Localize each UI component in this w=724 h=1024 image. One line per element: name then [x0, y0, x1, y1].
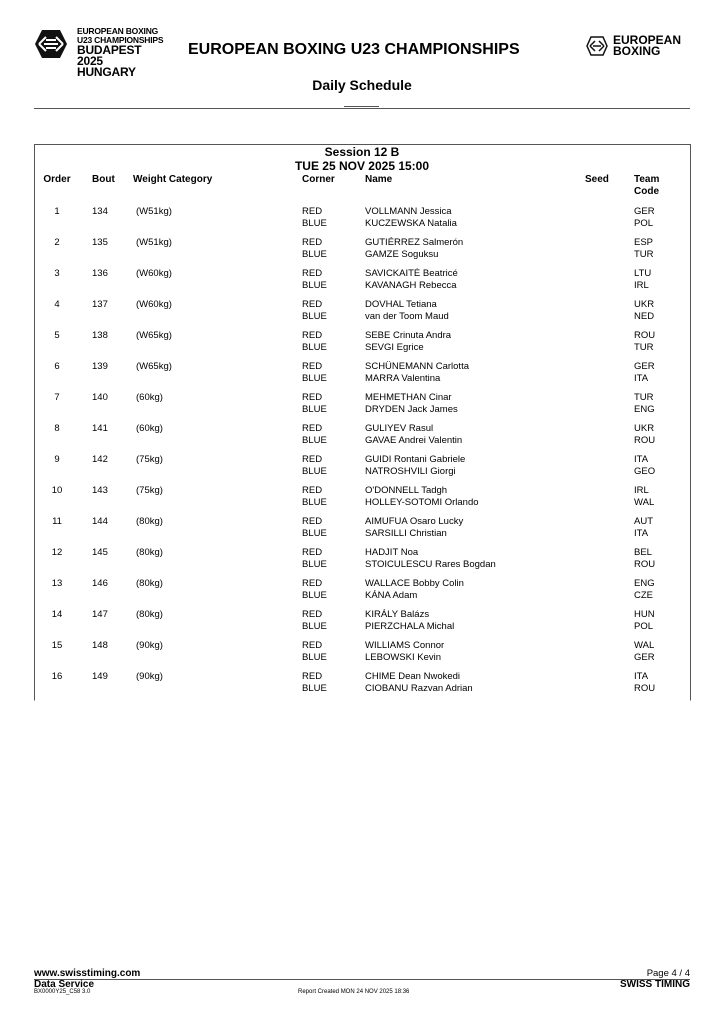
col-header-corner: Corner	[302, 174, 335, 185]
red-corner-label: RED	[302, 578, 323, 589]
bout-order: 1	[54, 206, 60, 217]
red-corner-label: RED	[302, 268, 323, 279]
bout-order: 2	[54, 237, 60, 248]
blue-team-code: GEO	[634, 466, 656, 477]
red-team-code: UKR	[634, 423, 655, 434]
col-header-bout: Bout	[92, 174, 115, 185]
red-corner-label: RED	[302, 237, 323, 248]
blue-corner-label: BLUE	[302, 311, 327, 322]
bout-row	[0, 237, 724, 265]
blue-corner-label: BLUE	[302, 621, 327, 632]
logo-line-2: U23 CHAMPIONSHIPS	[77, 35, 164, 45]
session-name: Session 12 B	[324, 145, 400, 159]
blue-team-code: TUR	[634, 342, 654, 353]
red-corner-label: RED	[302, 206, 323, 217]
footer-doc-code: BX0000Y25_C58 3.0	[34, 989, 91, 995]
blue-corner-label: BLUE	[302, 683, 327, 694]
blue-corner-label: BLUE	[302, 249, 327, 260]
blue-boxer-name: STOICULESCU Rares Bogdan	[365, 559, 496, 570]
red-corner-label: RED	[302, 609, 323, 620]
blue-corner-label: BLUE	[302, 404, 327, 415]
blue-corner-label: BLUE	[302, 342, 327, 353]
championship-logo	[34, 26, 169, 79]
weight-category: (80kg)	[136, 609, 163, 620]
blue-boxer-name: KUCZEWSKA Natalia	[365, 218, 457, 229]
red-boxer-name: WILLIAMS Connor	[365, 640, 445, 651]
red-team-code: ENG	[634, 578, 655, 589]
bout-number: 137	[92, 299, 108, 310]
bout-number: 144	[92, 516, 108, 527]
blue-boxer-name: SEVGI Egrice	[365, 342, 424, 353]
bout-row	[0, 609, 724, 637]
red-boxer-name: CHIME Dean Nwokedi	[365, 671, 461, 682]
page-title: EUROPEAN BOXING U23 CHAMPIONSHIPS	[188, 41, 520, 58]
bout-row	[0, 330, 724, 358]
blue-corner-label: BLUE	[302, 652, 327, 663]
weight-category: (W60kg)	[136, 268, 172, 279]
weight-category: (W51kg)	[136, 237, 172, 248]
blue-boxer-name: SARSILLI Christian	[365, 528, 447, 539]
blue-boxer-name: NATROSHVILI Giorgi	[365, 466, 456, 477]
blue-boxer-name: DRYDEN Jack James	[365, 404, 458, 415]
red-boxer-name: MEHMETHAN Cinar	[365, 392, 452, 403]
footer-page-number: Page 4 / 4	[646, 968, 690, 979]
weight-category: (60kg)	[136, 392, 163, 403]
footer-brand: SWISS TIMING	[620, 979, 690, 990]
red-team-code: ITA	[634, 671, 649, 682]
blue-team-code: POL	[634, 621, 654, 632]
blue-boxer-name: KAVANAGH Rebecca	[365, 280, 457, 291]
bout-row	[0, 640, 724, 668]
bout-number: 138	[92, 330, 108, 341]
blue-team-code: GER	[634, 652, 655, 663]
weight-category: (W51kg)	[136, 206, 172, 217]
blue-team-code: IRL	[634, 280, 649, 291]
blue-corner-label: BLUE	[302, 590, 327, 601]
bout-row	[0, 547, 724, 575]
header-divider	[34, 108, 690, 109]
red-team-code: IRL	[634, 485, 649, 496]
red-boxer-name: GULIYEV Rasul	[365, 423, 434, 434]
weight-category: (W60kg)	[136, 299, 172, 310]
red-boxer-name: GUTIÉRREZ Salmerón	[365, 237, 464, 248]
bout-number: 147	[92, 609, 108, 620]
col-header-weight: Weight Category	[133, 174, 213, 185]
boxing-hexagon-icon	[34, 29, 68, 59]
blue-team-code: CZE	[634, 590, 653, 601]
red-team-code: ITA	[634, 454, 649, 465]
red-boxer-name: AIMUFUA Osaro Lucky	[365, 516, 464, 527]
weight-category: (90kg)	[136, 671, 163, 682]
blue-team-code: POL	[634, 218, 654, 229]
bout-row	[0, 454, 724, 482]
blue-corner-label: BLUE	[302, 528, 327, 539]
red-boxer-name: HADJIT Noa	[365, 547, 419, 558]
blue-team-code: ROU	[634, 435, 656, 446]
bout-number: 136	[92, 268, 108, 279]
col-header-name: Name	[365, 174, 393, 185]
bout-row	[0, 206, 724, 234]
bout-number: 135	[92, 237, 108, 248]
footer-report-created: Report Created MON 24 NOV 2025 18:36	[298, 989, 410, 995]
blue-team-code: NED	[634, 311, 655, 322]
bout-order: 3	[54, 268, 60, 279]
bout-row	[0, 578, 724, 606]
blue-corner-label: BLUE	[302, 280, 327, 291]
blue-corner-label: BLUE	[302, 559, 327, 570]
red-boxer-name: GUIDI Rontani Gabriele	[365, 454, 466, 465]
session-datetime: TUE 25 NOV 2025 15:00	[294, 159, 430, 173]
blue-boxer-name: CIOBANU Razvan Adrian	[365, 683, 473, 694]
blue-boxer-name: LEBOWSKI Kevin	[365, 652, 442, 663]
footer-divider	[34, 979, 690, 980]
red-corner-label: RED	[302, 299, 323, 310]
blue-team-code: ITA	[634, 528, 649, 539]
red-team-code: BEL	[634, 547, 652, 558]
red-team-code: ESP	[634, 237, 654, 248]
blue-boxer-name: MARRA Valentina	[365, 373, 441, 384]
red-corner-label: RED	[302, 361, 323, 372]
blue-corner-label: BLUE	[302, 466, 327, 477]
bout-number: 140	[92, 392, 108, 403]
bout-number: 134	[92, 206, 108, 217]
red-corner-label: RED	[302, 423, 323, 434]
red-team-code: GER	[634, 361, 655, 372]
red-corner-label: RED	[302, 640, 323, 651]
blue-team-code: ITA	[634, 373, 649, 384]
bout-order: 9	[54, 454, 60, 465]
blue-corner-label: BLUE	[302, 373, 327, 384]
bout-order: 14	[51, 609, 63, 620]
red-team-code: GER	[634, 206, 655, 217]
bout-row	[0, 516, 724, 544]
blue-team-code: TUR	[634, 249, 654, 260]
page-subtitle: Daily Schedule	[312, 77, 412, 93]
red-boxer-name: SAVICKAITĖ Beatricé	[365, 268, 458, 279]
red-corner-label: RED	[302, 330, 323, 341]
footer-data-service: Data Service	[34, 979, 95, 990]
bout-row	[0, 299, 724, 327]
logo-line-4: HUNGARY	[77, 65, 136, 79]
blue-boxer-name: KÁNA Adam	[365, 590, 418, 601]
col-header-team-line2: Code	[634, 186, 659, 197]
blue-team-code: WAL	[634, 497, 655, 508]
bout-number: 148	[92, 640, 108, 651]
blue-corner-label: BLUE	[302, 497, 327, 508]
red-boxer-name: WALLACE Bobby Colin	[365, 578, 464, 589]
blue-corner-label: BLUE	[302, 435, 327, 446]
red-team-code: LTU	[634, 268, 652, 279]
red-team-code: AUT	[634, 516, 653, 527]
red-team-code: UKR	[634, 299, 655, 310]
red-boxer-name: O'DONNELL Tadgh	[365, 485, 448, 496]
red-corner-label: RED	[302, 392, 323, 403]
bout-order: 16	[51, 671, 63, 682]
blue-team-code: ROU	[634, 683, 656, 694]
col-header-team	[634, 174, 659, 198]
bout-order: 15	[51, 640, 63, 651]
blue-boxer-name: GAMZE Soguksu	[365, 249, 439, 260]
weight-category: (90kg)	[136, 640, 163, 651]
boxing-hexagon-icon	[586, 36, 608, 56]
bout-number: 143	[92, 485, 108, 496]
bout-order: 6	[54, 361, 60, 372]
bout-number: 145	[92, 547, 108, 558]
blue-boxer-name: PIERZCHALA Michal	[365, 621, 455, 632]
bout-number: 142	[92, 454, 108, 465]
bout-row	[0, 671, 724, 699]
logo-line-3: BUDAPEST 2025	[77, 43, 142, 68]
weight-category: (W65kg)	[136, 361, 172, 372]
bout-row	[0, 392, 724, 420]
right-logo-line-2: BOXING	[613, 44, 661, 58]
red-team-code: WAL	[634, 640, 655, 651]
european-boxing-logo	[586, 35, 696, 59]
blue-team-code: ENG	[634, 404, 655, 415]
blue-team-code: ROU	[634, 559, 656, 570]
red-corner-label: RED	[302, 671, 323, 682]
red-boxer-name: SEBE Crinuta Andra	[365, 330, 452, 341]
right-logo-line-1: EUROPEAN	[613, 33, 682, 47]
red-team-code: TUR	[634, 392, 654, 403]
bout-order: 13	[51, 578, 63, 589]
bout-order: 11	[52, 516, 62, 527]
bout-row	[0, 268, 724, 296]
red-boxer-name: SCHÜNEMANN Carlotta	[365, 361, 469, 372]
weight-category: (75kg)	[136, 454, 163, 465]
bout-row	[0, 361, 724, 389]
weight-category: (60kg)	[136, 423, 163, 434]
red-corner-label: RED	[302, 454, 323, 465]
bout-order: 12	[51, 547, 63, 558]
weight-category: (80kg)	[136, 516, 163, 527]
weight-category: (75kg)	[136, 485, 163, 496]
red-boxer-name: VOLLMANN Jessica	[365, 206, 452, 217]
bout-order: 8	[54, 423, 60, 434]
weight-category: (80kg)	[136, 578, 163, 589]
bout-row	[0, 423, 724, 451]
red-team-code: HUN	[634, 609, 655, 620]
blue-corner-label: BLUE	[302, 218, 327, 229]
red-boxer-name: KIRÁLY Balázs	[365, 609, 430, 620]
blue-boxer-name: GAVAE Andrei Valentin	[365, 435, 463, 446]
bout-number: 139	[92, 361, 108, 372]
footer-url: www.swisstiming.com	[34, 968, 141, 979]
header-divider-mark	[344, 106, 379, 107]
bout-order: 4	[54, 299, 60, 310]
red-corner-label: RED	[302, 516, 323, 527]
col-header-team-line1: Team	[634, 174, 660, 185]
bout-number: 146	[92, 578, 108, 589]
weight-category: (W65kg)	[136, 330, 172, 341]
col-header-seed: Seed	[585, 174, 609, 185]
bout-order: 10	[51, 485, 63, 496]
bout-order: 7	[54, 392, 60, 403]
red-corner-label: RED	[302, 485, 323, 496]
red-boxer-name: DOVHAL Tetiana	[365, 299, 437, 310]
logo-line-1: EUROPEAN BOXING	[77, 26, 159, 36]
blue-boxer-name: HOLLEY-SOTOMI Orlando	[365, 497, 479, 508]
weight-category: (80kg)	[136, 547, 163, 558]
bout-order: 5	[54, 330, 60, 341]
bout-row	[0, 485, 724, 513]
red-corner-label: RED	[302, 547, 323, 558]
blue-boxer-name: van der Toom Maud	[365, 311, 449, 322]
bout-number: 141	[92, 423, 108, 434]
red-team-code: ROU	[634, 330, 656, 341]
col-header-order: Order	[43, 174, 71, 185]
bout-number: 149	[92, 671, 108, 682]
